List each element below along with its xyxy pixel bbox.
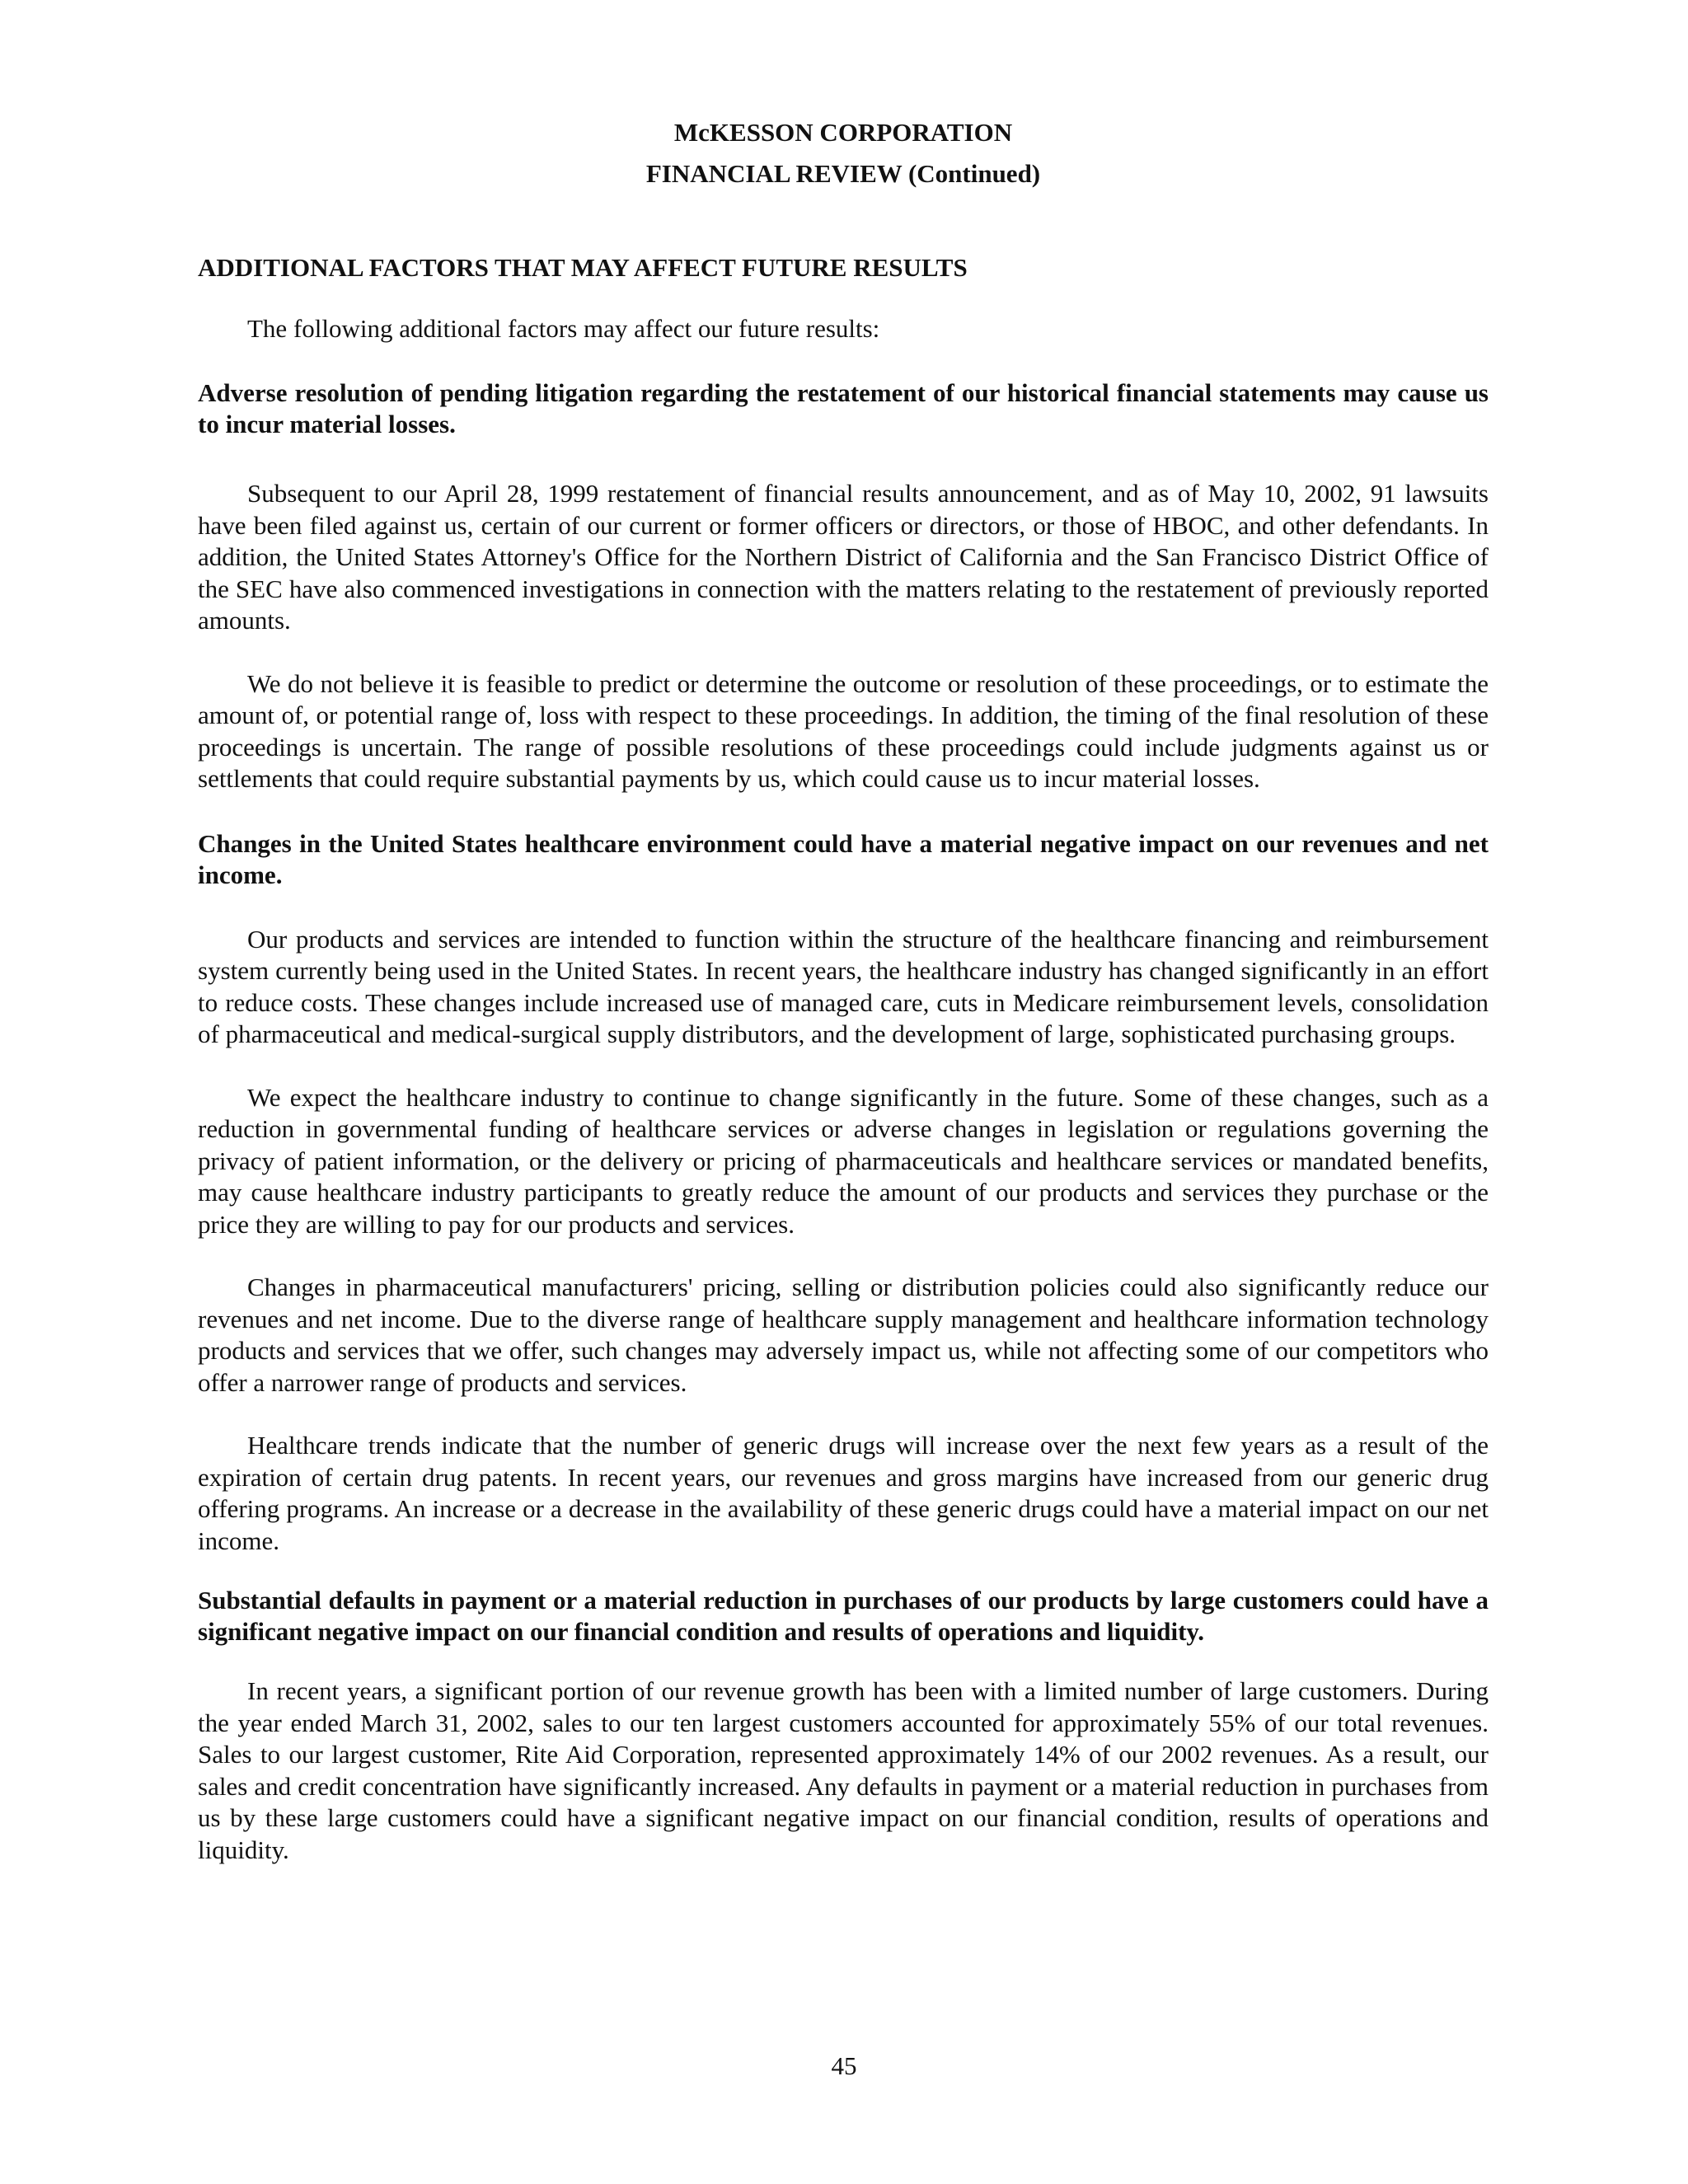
paragraph: In recent years, a significant portion of our revenue growth has been with a limited number of large customers. During the year ended March 31, 2002, sales to our ten largest customers accounted for approximately 55% of our total revenues. Sales to our largest customer, Rite Aid Corporation, represented approximately 14% of our 2002 revenues. As a result, our sales and credit concentration have significantly increased. Any defaults in payment or a material reduction in purchases from us by these large customers could have a significant negative impact on our financial condition, results of operations and liquidity. [198,1676,1489,1864]
page-content [198,112,1489,1866]
page-subtitle: FINANCIAL REVIEW (Continued) [645,159,1041,188]
paragraph: We do not believe it is feasible to predict or determine the outcome or resolution of these proceedings, or to estimate the amount of, or potential range of, loss with respect to these proceedings. In addition, the timing of the final resolution of these proceedings is uncertain. The range of possible resolutions of these proceedings could include judgments against us or settlements that could require substantial payments by us, which could cause us to incur material losses. [198,668,1489,793]
paragraph: Subsequent to our April 28, 1999 restatement of financial results announcement, and as of May 10, 2002, 91 lawsuits have been filed against us, certain of our current or former officers or directors, or those of HBOC, and other defendants. In addition, the United States Attorney's Office for the Northern District of California and the San Francisco District Office of the SEC have also commenced investigations in connection with the matters relating to the restatement of previously reported amounts. [198,479,1489,635]
paragraph: Changes in pharmaceutical manufacturers' pricing, selling or distribution policies could also significantly reduce our revenues and net income. Due to the diverse range of healthcare supply management and healthcare information technology products and services that we offer, such changes may adversely impact us, while not affecting some of our competitors who offer a narrower range of products and services. [198,1272,1489,1397]
factor-heading-litigation: Adverse resolution of pending litigation regarding the restatement of our historical financial statements may cause us to incur material losses. [198,378,1489,438]
paragraph: Our products and services are intended to function within the structure of the healthcare financing and reimbursement system currently being used in the United States. In recent years, the healthcare industry has changed significantly in an effort to reduce costs. These changes include increased use of managed care, cuts in Medicare reimbursement levels, consolidation of pharmaceutical and medical-surgical supply distributors, and the development of large, sophisticated purchasing groups. [198,924,1489,1048]
company-name: McKESSON CORPORATION [673,118,1013,147]
factor-heading-large-customers: Substantial defaults in payment or a material reduction in purchases of our products by large customers could have a significant negative impact on our financial condition and results of operations and liquidity. [198,1586,1489,1646]
page-number: 45 [831,2051,857,2080]
paragraph: Healthcare trends indicate that the number of generic drugs will increase over the next few years as a result of the expiration of certain drug patents. In recent years, our revenues and gross margins have increased from our generic drug offering programs. An increase or a decrease in the availability of these generic drugs could have a material impact on our net income. [198,1431,1489,1555]
intro-paragraph: The following additional factors may affect our future results: [247,314,880,343]
section-title: ADDITIONAL FACTORS THAT MAY AFFECT FUTURE RESULTS [198,253,968,282]
paragraph: We expect the healthcare industry to continue to change significantly in the future. Some of these changes, such as a reduction in governmental funding of healthcare services or adverse changes in legislation or regulations governing the privacy of patient information, or the delivery or pricing of pharmaceuticals and healthcare services or mandated benefits, may cause healthcare industry participants to greatly reduce the amount of our products and services they purchase or the price they are willing to pay for our products and services. [198,1082,1489,1239]
factor-heading-healthcare-environment: Changes in the United States healthcare environment could have a material negative impact on our revenues and net income. [198,828,1489,889]
